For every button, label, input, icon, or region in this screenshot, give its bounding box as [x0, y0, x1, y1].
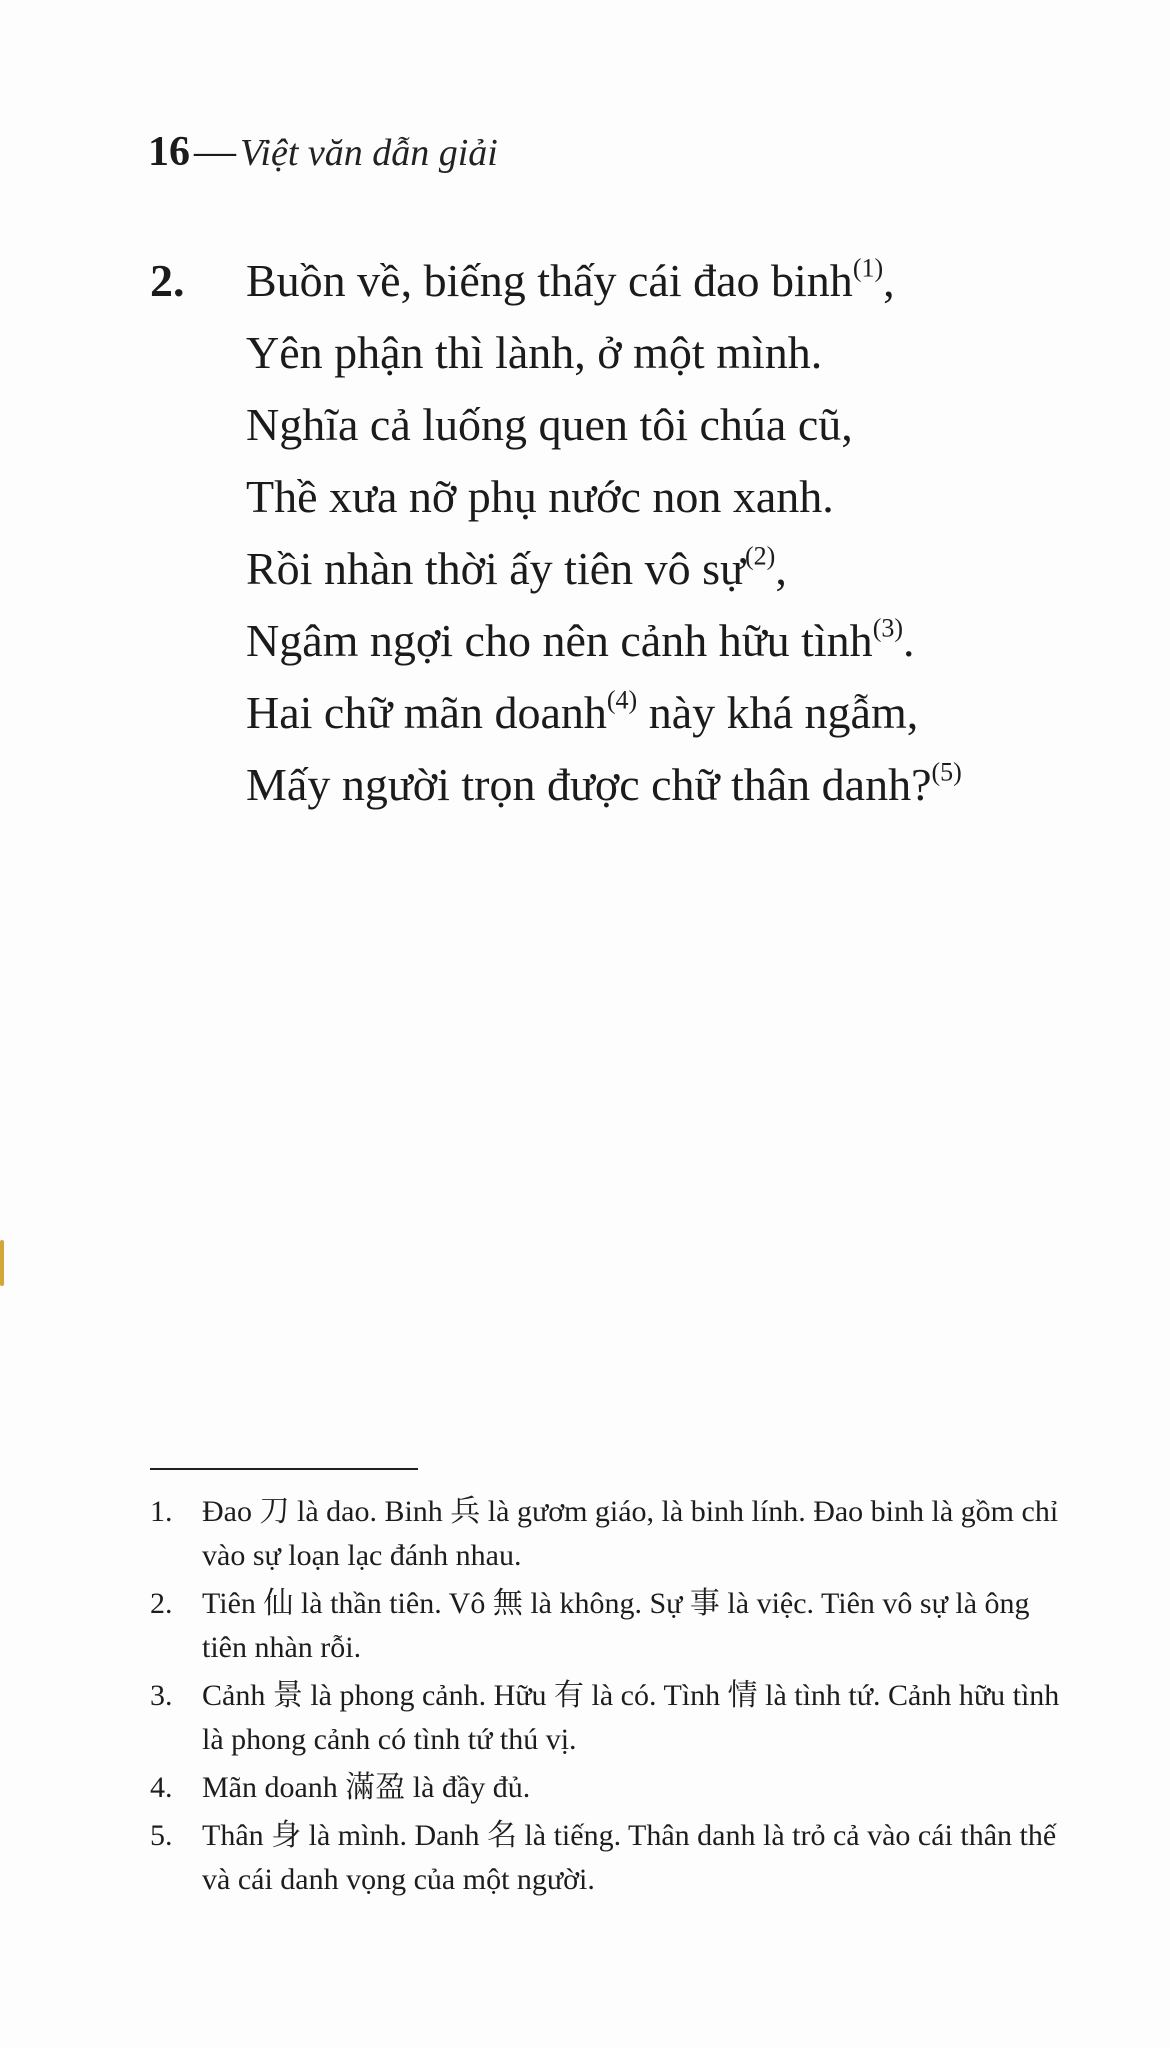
footnote-rule: [150, 1468, 418, 1470]
line-text: Buồn về, biếng thấy cái đao binh: [246, 255, 853, 306]
poem-line: [246, 245, 1126, 317]
footnote-item: [150, 1674, 1060, 1762]
footnote-text: Cảnh 景 là phong cảnh. Hữu 有 là có. Tình 情 là tình tứ. Cảnh hữu tình là phong cảnh có tình tứ thú vị.: [202, 1679, 1060, 1756]
page-number: 16: [148, 129, 190, 175]
poem-line: [246, 749, 1126, 821]
line-text: Nghĩa cả luống quen tôi chúa cũ,: [246, 399, 853, 450]
line-text: Hai chữ mãn doanh: [246, 687, 607, 738]
line-text: Ngâm ngợi cho nên cảnh hữu tình: [246, 615, 873, 666]
running-title: Việt văn dẫn giải: [240, 132, 498, 174]
poem-line: [246, 461, 1126, 533]
poem-number: 2.: [150, 255, 185, 306]
poem-lines: [246, 245, 1126, 821]
line-text: Yên phận thì lành, ở một mình.: [246, 327, 823, 378]
footnote-text: Thân 身 là mình. Danh 名 là tiếng. Thân danh là trỏ cả vào cái thân thế và cái danh vọng của một người.: [202, 1819, 1057, 1896]
footnotes: [150, 1490, 1060, 1906]
poem-line: [246, 677, 1126, 749]
footnote-number: 2.: [150, 1587, 173, 1620]
poem-line: [246, 389, 1126, 461]
line-text: Rồi nhàn thời ấy tiên vô sự: [246, 543, 745, 594]
line-text: Mấy người trọn được chữ thân danh?: [246, 759, 932, 810]
footnote-number: 4.: [150, 1771, 173, 1804]
footnote-marker: (3): [872, 613, 904, 643]
page-header: [148, 128, 498, 176]
line-tail: ,: [775, 543, 787, 594]
footnote-text: Mãn doanh 滿盈 là đầy đủ.: [202, 1771, 531, 1804]
footnote-item: [150, 1814, 1060, 1902]
footnote-number: 3.: [150, 1679, 173, 1712]
footnote-marker: (5): [931, 757, 962, 787]
footnote-number: 5.: [150, 1819, 173, 1852]
footnote-item: [150, 1490, 1060, 1578]
page-edge-mark: [0, 1240, 4, 1286]
line-tail: .: [903, 615, 915, 666]
footnote-item: [150, 1582, 1060, 1670]
footnote-item: [150, 1766, 1060, 1810]
footnote-number: 1.: [150, 1495, 173, 1528]
footnote-marker: (1): [852, 253, 884, 283]
header-separator: —: [194, 129, 236, 175]
poem-line: [246, 605, 1126, 677]
footnote-marker: (4): [606, 685, 638, 715]
poem-line: [246, 317, 1126, 389]
footnote-text: Đao 刀 là dao. Binh 兵 là gươm giáo, là binh lính. Đao binh là gồm chỉ vào sự loạn lạc đánh nhau.: [202, 1495, 1059, 1572]
footnote-marker: (2): [745, 541, 776, 571]
line-text: Thề xưa nỡ phụ nước non xanh.: [246, 471, 834, 522]
footnote-text: Tiên 仙 là thần tiên. Vô 無 là không. Sự 事 là việc. Tiên vô sự là ông tiên nhàn rỗi.: [202, 1587, 1030, 1664]
line-tail: này khá ngẫm,: [637, 687, 919, 738]
line-tail: ,: [883, 255, 895, 306]
poem-line: [246, 533, 1126, 605]
